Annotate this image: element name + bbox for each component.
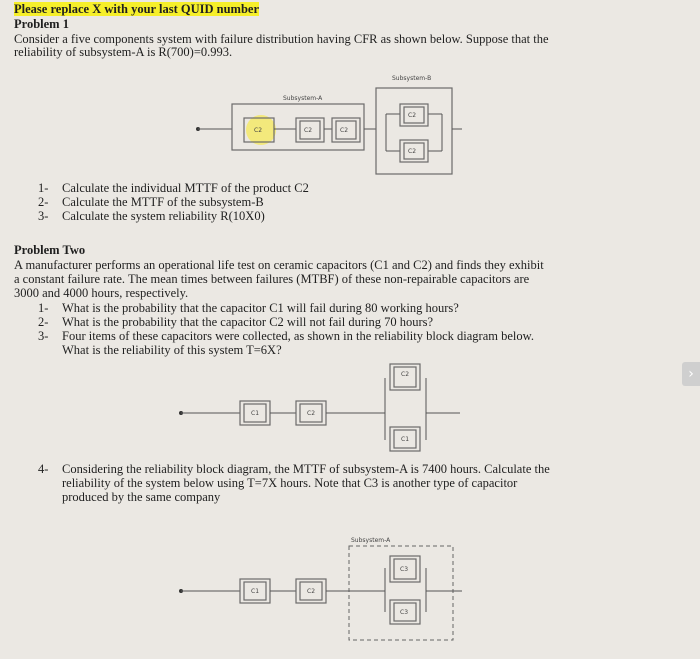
diagram2-c2-parallel: C2 bbox=[401, 371, 410, 378]
diagram3-c2: C2 bbox=[307, 588, 316, 595]
diagram2-c2: C2 bbox=[307, 410, 316, 417]
problem1-text-line1: Consider a five components system with failure distribution having CFR as shown below. Suppose that the bbox=[14, 32, 549, 46]
diagram3-c3-bottom: C3 bbox=[400, 609, 409, 616]
p2-q4-text-c: produced by the same company bbox=[62, 490, 221, 504]
diagram3-subsystem-a-label: Subsystem-A bbox=[351, 537, 391, 544]
problem2-line3: 3000 and 4000 hours, respectively. bbox=[14, 286, 189, 300]
diagram1-c2-a1: C2 bbox=[254, 127, 263, 134]
problem2-line2: a constant failure rate. The mean times between failures (MTBF) of these non-repairable capacitors are bbox=[14, 272, 530, 286]
p1-q2-num: 2- bbox=[38, 195, 49, 209]
diagram1-c2-a3: C2 bbox=[340, 127, 349, 134]
diagram2-c1: C1 bbox=[251, 410, 260, 417]
p1-q3-text: Calculate the system reliability R(10X0) bbox=[62, 209, 265, 223]
p2-q2-text: What is the probability that the capacitor C2 will not fail during 70 hours? bbox=[62, 315, 434, 329]
next-page-arrow[interactable]: › bbox=[682, 362, 700, 386]
diagram2-c1-parallel: C1 bbox=[401, 436, 410, 443]
problem1-title: Problem 1 bbox=[14, 17, 69, 31]
diagram1-subsystem-b-box bbox=[376, 88, 452, 174]
p2-q1-text: What is the probability that the capacitor C1 will fail during 80 working hours? bbox=[62, 301, 459, 315]
diagram1-subsystem-a-label: Subsystem-A bbox=[283, 95, 323, 102]
diagram3-c1: C1 bbox=[251, 588, 260, 595]
p2-q3-text-a: Four items of these capacitors were collected, as shown in the reliability block diagram below. bbox=[62, 329, 534, 343]
diagram1-subsystem-b-label: Subsystem-B bbox=[392, 75, 432, 82]
p2-q4-num: 4- bbox=[38, 462, 49, 476]
problem2-title: Problem Two bbox=[14, 243, 86, 257]
diagram1-c2-b2: C2 bbox=[408, 148, 417, 155]
p2-q4-text-b: reliability of the system below using T=7X hours. Note that C3 is another type of capacitor bbox=[62, 476, 518, 490]
instruction-highlight: Please replace X with your last QUID number bbox=[14, 2, 260, 16]
p2-q4-text-a: Considering the reliability block diagram, the MTTF of subsystem-A is 7400 hours. Calculate the bbox=[62, 462, 550, 476]
p1-q1-text: Calculate the individual MTTF of the product C2 bbox=[62, 181, 309, 195]
p1-q1-num: 1- bbox=[38, 181, 49, 195]
p2-q2-num: 2- bbox=[38, 315, 49, 329]
problem1-text-line2: reliability of subsystem-A is R(700)=0.993. bbox=[14, 45, 233, 59]
diagram3-subsystem-a-box bbox=[349, 546, 453, 640]
diagram3-c3-top: C3 bbox=[400, 566, 409, 573]
problem2-line1: A manufacturer performs an operational life test on ceramic capacitors (C1 and C2) and finds they exhibit bbox=[14, 258, 544, 272]
diagram1-c2-a2: C2 bbox=[304, 127, 313, 134]
p2-q3-text-b: What is the reliability of this system T=6X? bbox=[62, 343, 282, 357]
p1-q2-text: Calculate the MTTF of the subsystem-B bbox=[62, 195, 264, 209]
p1-q3-num: 3- bbox=[38, 209, 49, 223]
diagram1-c2-b1: C2 bbox=[408, 112, 417, 119]
p2-q1-num: 1- bbox=[38, 301, 49, 315]
p2-q3-num: 3- bbox=[38, 329, 49, 343]
